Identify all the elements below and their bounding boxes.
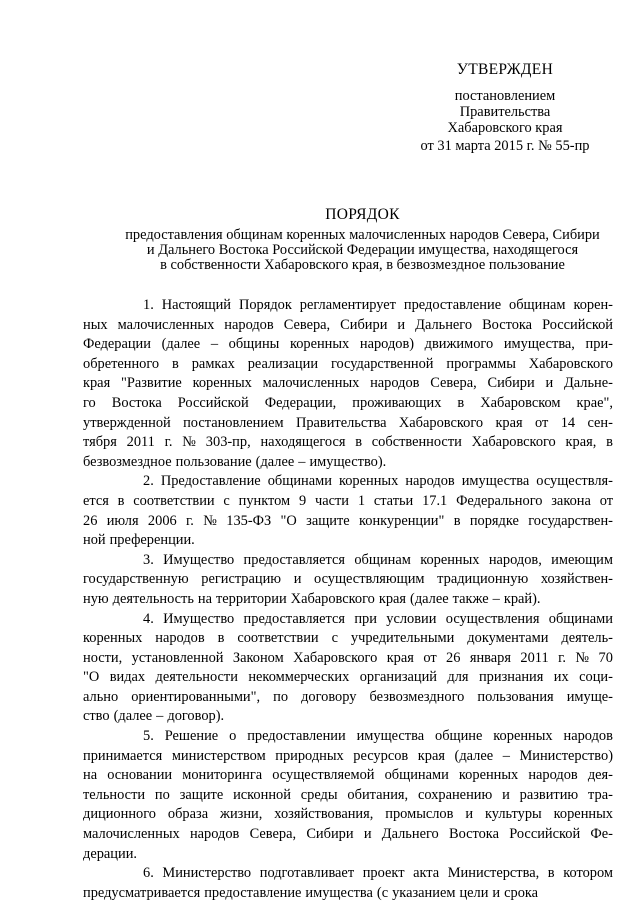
paragraph-line: тельности по защите исконной среды обитания, сохранению и развитию тра-	[83, 786, 613, 803]
paragraph-line: на основании мониторинга осуществляемой общинами коренных народов дея-	[83, 767, 613, 784]
paragraph-line: диционного образа жизни, хозяйствования, промыслов и культуры коренных	[83, 806, 613, 823]
approval-line: Хабаровского края	[447, 120, 563, 136]
paragraph-line: предусматривается предоставление имущества (с указанием цели и срока	[83, 884, 539, 901]
document-subtitle	[0, 228, 640, 273]
paragraph-line: ных малочисленных народов Севера, Сибири и Дальнего Востока Российской	[83, 316, 613, 333]
document-title: ПОРЯДОК	[325, 206, 400, 223]
paragraph	[83, 610, 613, 728]
paragraph-line: 26 июля 2006 г. № 135-ФЗ "О защите конкуренции" в порядке государствен-	[83, 512, 613, 529]
approval-date: от 31 марта 2015 г. № 55-пр	[420, 138, 590, 154]
paragraph-line: коренных народов в соответствии с учредительными документами деятель-	[83, 630, 613, 647]
paragraph	[83, 296, 613, 472]
paragraph-line: го Востока Российской Федерации, проживающих в Хабаровском крае",	[83, 394, 613, 411]
paragraph-line: дерации.	[83, 845, 137, 862]
paragraph-line: 2. Предоставление общинами коренных народов имущества осуществля-	[143, 473, 613, 490]
paragraph-line: утвержденной постановлением Правительства Хабаровского края от 14 сен-	[83, 414, 613, 431]
subtitle-line: и Дальнего Востока Российской Федерации имущества, находящегося	[146, 242, 579, 258]
paragraph-line: ство (далее – договор).	[83, 708, 225, 725]
paragraph-line: 3. Имущество предоставляется общинам коренных народов, имеющим	[143, 551, 613, 568]
paragraph-line: края "Развитие коренных малочисленных народов Севера, Сибири и Дальне-	[83, 375, 613, 392]
paragraph-line: ности, установленной Законом Хабаровского края от 26 января 2011 г. № 70	[83, 649, 613, 666]
paragraph	[83, 727, 613, 864]
subtitle-line: в собственности Хабаровского края, в безвозмездное пользование	[160, 257, 565, 273]
paragraph-line: Федерации (далее – общины коренных народов) движимого имущества, при-	[83, 336, 613, 353]
paragraph	[83, 472, 613, 550]
approval-stamp: УТВЕРЖДЕН	[456, 61, 554, 78]
approval-block	[400, 62, 610, 154]
paragraph	[83, 864, 613, 903]
paragraph-line: ной преференции.	[83, 532, 195, 549]
approval-line: Правительства	[459, 104, 551, 120]
document-body	[83, 296, 613, 903]
paragraph-line: ально ориентированными", по договору безвозмездного пользования имуще-	[83, 688, 613, 705]
paragraph-line: государственную регистрацию и осуществляющим традиционную хозяйствен-	[83, 571, 613, 588]
paragraph-line: 1. Настоящий Порядок регламентирует предоставление общинам корен-	[143, 297, 613, 313]
paragraph-line: тября 2011 г. № 303-пр, находящегося в собственности Хабаровского края, в	[83, 434, 613, 451]
paragraph-line: 4. Имущество предоставляется при условии осуществления общинами	[143, 610, 613, 627]
paragraph-line: малочисленных народов Севера, Сибири и Дальнего Востока Российской Фе-	[83, 826, 613, 843]
paragraph-line: "О видах деятельности некоммерческих организаций для признания их соци-	[83, 669, 613, 686]
approval-line: постановлением	[454, 88, 556, 104]
paragraph-line: 5. Решение о предоставлении имущества общине коренных народов	[143, 728, 613, 745]
paragraph-line: обретенного в рамках реализации государственной программы Хабаровского	[83, 355, 613, 372]
paragraph-line: ется в соответствии с пунктом 9 части 1 статьи 17.1 Федерального закона от	[83, 492, 613, 509]
paragraph-line: 6. Министерство подготавливает проект акта Министерства, в котором	[143, 865, 613, 882]
paragraph-line: ную деятельность на территории Хабаровского края (далее также – край).	[83, 590, 541, 607]
paragraph-line: безвозмездное пользование (далее – имущество).	[83, 453, 387, 470]
subtitle-line: предоставления общинам коренных малочисленных народов Севера, Сибири	[125, 227, 600, 243]
paragraph-line: принимается министерством природных ресурсов края (далее – Министерство)	[83, 747, 613, 764]
paragraph	[83, 551, 613, 610]
